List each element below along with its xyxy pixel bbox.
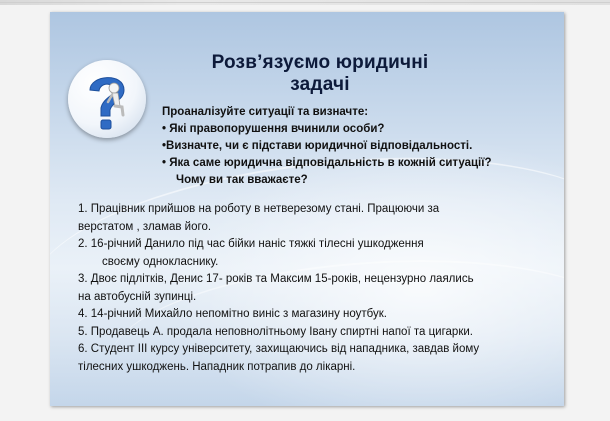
case-line: тілесних ушкоджень. Нападник потрапив до лікарні.	[78, 360, 356, 373]
intro-line: •Визначте, чи є підстави юридичної відповідальності.	[162, 140, 473, 152]
case-line: 3. Двоє підлітків, Денис 17- років та Максим 15-років, нецензурно лаялись	[78, 273, 474, 285]
case-line: на автобусній зупинці.	[78, 290, 197, 303]
intro-line: Проаналізуйте ситуації та визначте:	[162, 106, 369, 118]
case-line: верстатом , зламав його.	[78, 220, 212, 233]
presentation-slide[interactable]	[50, 12, 564, 406]
case-line: 1. Працівник прийшов на роботу в нетверезому стані. Працюючи за	[78, 203, 440, 215]
intro-line: • Які правопорушення вчинили особи?	[162, 123, 385, 135]
cases-list	[78, 201, 558, 376]
case-line: 6. Студент ІІІ курсу університету, захищаючись від нападника, завдав йому	[78, 343, 480, 355]
case-line: 2. 16-річний Данило під час бійки наніс тяжкі тілесні ушкодження	[78, 238, 424, 250]
intro-block	[162, 104, 562, 189]
slide-title: Розв’язуємо юридичні задачі	[211, 52, 429, 95]
intro-line: • Яка саме юридична відповідальність в кожній ситуації?	[162, 157, 492, 169]
case-line: 5. Продавець А. продала неповнолітньому Івану спиртні напої та цигарки.	[78, 325, 473, 338]
window-edge-line	[0, 2, 610, 3]
question-mark-figure-icon	[68, 60, 146, 138]
case-line: 4. 14-річний Михайло непомітно виніс з магазину ноутбук.	[78, 308, 387, 320]
intro-line: Чому ви так вважаєте?	[176, 174, 308, 186]
case-line: своєму однокласнику.	[102, 255, 219, 268]
